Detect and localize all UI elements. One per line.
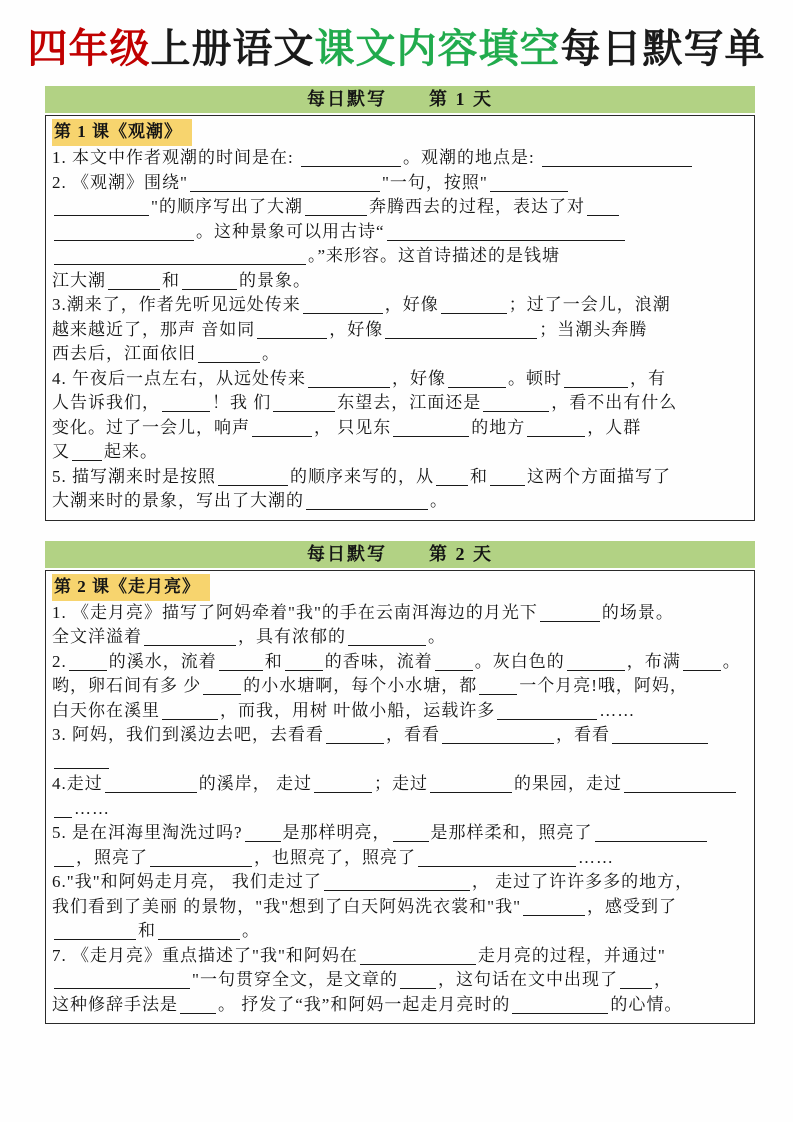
text-line [52,674,746,699]
fill-blank [72,458,102,461]
page-title [0,0,793,72]
text-segment: ，而我，用树 叶做小船，运载许多 [220,700,496,720]
text-segment: …… [599,700,636,720]
text-segment: ，这句话在文中出现了 [437,970,618,989]
text-segment: ，也照亮了，照亮了 [254,847,416,867]
fill-blank [497,717,597,720]
fill-blank [245,839,281,842]
fill-blank [158,937,240,940]
fill-blank [303,311,383,314]
fill-blank [150,864,252,867]
title-part-0: 四年级 [27,26,151,71]
text-line [52,146,746,171]
text-segment: 这种修辞手法是 [52,994,178,1014]
section-body [52,601,746,1018]
text-segment: 的景象。 [239,270,311,290]
text-segment: 东望去，江面还是 [337,393,482,412]
text-segment: 一个月亮!哦，阿妈， [519,676,688,695]
text-line [52,723,746,748]
fill-blank [360,962,476,965]
fill-blank [400,986,436,989]
text-segment: ，好像 [384,295,439,314]
text-segment: ，有 [630,368,666,388]
text-line [52,440,746,465]
text-segment: 是那样柔和，照亮了 [430,823,593,842]
fill-blank [385,336,537,339]
text-segment: 越来越近了，那声 音如同 [52,319,256,339]
text-segment: 3. 阿妈，我们到溪边去吧，去看看 [52,725,324,744]
text-segment: ， [653,970,672,989]
fill-blank [54,937,136,940]
text-segment: ，具有浓郁的 [238,627,346,646]
text-segment: 。这种景象可以用古诗“ [196,221,385,241]
sections [0,72,793,1024]
text-segment: ，好像 [329,319,384,339]
fill-blank [180,1011,216,1014]
text-segment: 和 [264,651,283,671]
lesson-badge: 第 2 课《走月亮》 [52,574,210,601]
content-box [45,570,755,1025]
text-segment: …… [578,847,614,867]
fill-blank [567,668,625,671]
text-segment: 2. [52,651,67,671]
lesson-line [52,119,746,146]
text-segment: ，看不出有什么 [551,393,678,412]
text-line [52,416,746,441]
text-segment: ，看看 [386,725,440,744]
text-segment: 起来。 [104,442,158,461]
title-part-2: 课文内容填空 [314,26,561,71]
text-line [52,748,746,773]
text-segment: ！我 们 [212,393,272,412]
fill-blank [301,164,401,167]
fill-blank [683,668,721,671]
text-segment: 的顺序来写的，从 [290,466,434,486]
fill-blank [285,668,323,671]
fill-blank [314,790,372,793]
text-segment: 全文洋溢着 [52,627,142,646]
fill-blank [190,189,380,192]
text-segment: 人告诉我们， [52,393,160,412]
text-line [52,367,746,392]
fill-blank [393,839,429,842]
text-segment: 的场景。 [601,602,674,622]
text-segment: ；走过 [374,774,428,793]
text-segment: 大潮来时的景象，写出了大潮的 [52,491,304,510]
text-line [52,342,746,367]
text-segment: ，感受到了 [587,896,678,916]
fill-blank [162,717,218,720]
text-segment: 的香味，流着 [324,651,433,671]
text-segment: 6."我"和阿妈走月亮， 我们走过了 [52,872,322,891]
text-line [52,195,746,220]
fill-blank [612,741,708,744]
text-segment: ，布满 [626,651,681,671]
text-segment: ， 只见东 [314,417,392,437]
text-segment: "一句贯穿全文，是文章的 [192,970,398,989]
text-segment: 7. 《走月亮》重点描述了"我"和阿妈在 [52,945,358,965]
text-segment: 。灰白色的 [474,651,565,671]
text-line [52,993,746,1018]
text-segment: 的果园，走过 [514,774,622,793]
day-section [45,86,755,521]
fill-blank [182,287,237,290]
text-segment: 的溪水，流着 [108,651,217,671]
fill-blank [479,692,517,695]
text-segment: 哟，卵石间有多 少 [52,676,202,695]
fill-blank [54,213,149,216]
fill-blank [540,619,600,622]
text-segment: 5. 描写潮来时是按照 [52,466,216,486]
text-segment: 和 [138,921,156,940]
fill-blank [483,409,549,412]
fill-blank [436,483,468,486]
fill-blank [387,238,625,241]
text-segment: 和 [470,466,488,486]
fill-blank [512,1011,608,1014]
fill-blank [587,213,619,216]
fill-blank [595,839,707,842]
text-segment: ， 走过了许许多多的地方， [471,872,694,891]
text-line [52,244,746,269]
text-segment: 的心情。 [610,994,683,1014]
fill-blank [144,643,236,646]
text-segment: 的溪岸， 走过 [198,774,312,793]
text-segment: 5. 是在洱海里淘洗过吗? [52,823,243,842]
text-segment: 2. 《观潮》围绕" [52,172,188,192]
text-segment: ，人群 [587,417,642,437]
fill-blank [441,311,507,314]
text-segment: 3.潮来了，作者先听见远处传来 [52,295,301,314]
fill-blank [54,766,109,769]
fill-blank [523,913,585,916]
text-segment: 的小水塘啊，每个小水塘，都 [243,676,478,695]
text-segment: 。 [262,344,280,363]
text-segment: 。顿时 [508,368,562,388]
lesson-badge: 第 1 课《观潮》 [52,119,192,146]
text-segment: 这两个方面描写了 [527,466,671,486]
fill-blank [306,507,428,510]
text-segment: ，照亮了 [76,847,148,867]
text-line [52,919,746,944]
fill-blank [624,790,736,793]
fill-blank [69,668,107,671]
fill-blank [324,888,470,891]
text-segment: 。 [242,921,260,940]
text-line [52,293,746,318]
banner-title: 每日默写 [307,543,387,564]
text-segment: 4. 午夜后一点左右，从远处传来 [52,368,306,388]
fill-blank [54,238,194,241]
title-part-3: 每日默写单 [560,26,766,71]
text-line [52,391,746,416]
fill-blank [218,483,288,486]
text-segment: 白天你在溪里 [52,700,160,720]
fill-blank [326,741,384,744]
fill-blank [162,409,210,412]
text-segment: 我们看到了美丽 的景物，"我"想到了白天阿妈洗衣裳和"我" [52,896,522,916]
fill-blank [54,262,306,265]
day-section [45,541,755,1025]
text-segment: 变化。过了一会儿，响声 [52,417,250,437]
text-line [52,220,746,245]
fill-blank [108,287,160,290]
fill-blank [448,385,506,388]
text-segment: 。 抒发了“我”和阿妈一起走月亮时的 [218,994,511,1014]
text-segment: 1. 《走月亮》描写了阿妈牵着"我"的手在云南洱海边的月光下 [52,602,538,622]
fill-blank [54,986,190,989]
text-line [52,968,746,993]
text-segment: 。 [428,627,446,646]
text-segment: 又 [52,442,70,461]
content-box [45,115,755,521]
text-line [52,465,746,490]
banner-title: 每日默写 [307,89,387,109]
text-segment: …… [74,798,110,818]
fill-blank [257,336,327,339]
text-segment: 4.走过 [52,774,103,793]
text-segment: 1. 本文中作者观潮的时间是在: [52,148,299,167]
text-line [52,821,746,846]
text-line [52,489,746,514]
text-segment: 。 [430,491,448,510]
fill-blank [252,434,312,437]
fill-blank [542,164,692,167]
text-line [52,625,746,650]
text-segment: 和 [162,270,180,290]
title-part-1: 上册语文 [150,26,315,71]
fill-blank [442,741,554,744]
fill-blank [564,385,628,388]
text-line [52,650,746,675]
fill-blank [273,409,335,412]
fill-blank [527,434,585,437]
fill-blank [418,864,576,867]
day-banner [45,541,755,568]
fill-blank [54,864,74,867]
text-segment: 。 [722,651,741,671]
text-line [52,699,746,724]
fill-blank [219,668,263,671]
fill-blank [203,692,241,695]
text-line [52,772,746,797]
fill-blank [430,790,512,793]
section-body [52,146,746,514]
banner-day: 第 1 天 [429,89,493,109]
text-line [52,171,746,196]
text-line [52,797,746,822]
fill-blank [305,213,367,216]
text-line [52,846,746,871]
text-line [52,870,746,895]
fill-blank [620,986,652,989]
fill-blank [435,668,473,671]
text-segment: ，看看 [556,725,610,744]
text-line [52,318,746,343]
banner-day: 第 2 天 [429,543,493,564]
text-segment: ；过了一会儿，浪潮 [508,295,671,314]
fill-blank [198,360,260,363]
fill-blank [105,790,197,793]
day-banner [45,86,755,113]
fill-blank [348,643,426,646]
text-segment: 的地方 [471,417,526,437]
fill-blank [490,483,525,486]
text-segment: 是那样明亮， [282,823,391,842]
text-segment: 西去后，江面依旧 [52,344,196,363]
text-line [52,601,746,626]
fill-blank [308,385,390,388]
text-segment: "的顺序写出了大潮 [151,197,303,216]
text-segment: ，好像 [392,368,446,388]
text-segment: ；当潮头奔腾 [539,319,648,339]
text-line [52,269,746,294]
text-segment: 。”来形容。这首诗描述的是钱塘 [308,246,561,265]
fill-blank [490,189,568,192]
fill-blank [393,434,469,437]
lesson-line [52,574,746,601]
text-segment: 江大潮 [52,270,106,290]
text-segment: "一句，按照" [381,172,488,192]
text-segment: 。观潮的地点是: [402,148,540,167]
fill-blank [54,815,72,818]
text-segment: 奔腾西去的过程，表达了对 [368,197,585,216]
text-line [52,895,746,920]
text-line [52,944,746,969]
text-segment: 走月亮的过程，并通过" [477,945,666,965]
